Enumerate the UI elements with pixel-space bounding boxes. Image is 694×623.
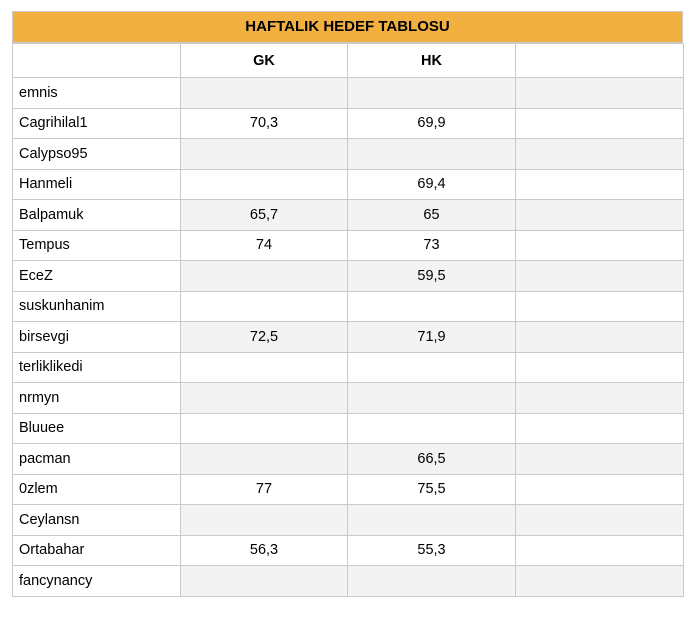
row-hk-cell[interactable] xyxy=(348,139,516,170)
table-title: HAFTALIK HEDEF TABLOSU xyxy=(12,11,683,43)
target-table xyxy=(12,43,684,597)
row-gk-cell[interactable] xyxy=(181,139,348,170)
row-extra-cell[interactable] xyxy=(516,413,684,444)
row-hk-cell[interactable]: 73 xyxy=(348,230,516,261)
row-name-cell[interactable]: Cagrihilal1 xyxy=(13,108,181,139)
row-hk-cell[interactable] xyxy=(348,352,516,383)
row-gk-cell[interactable] xyxy=(181,261,348,292)
row-extra-cell[interactable] xyxy=(516,108,684,139)
table-row xyxy=(13,200,684,231)
header-cell-name xyxy=(13,44,181,78)
header-row xyxy=(13,44,684,78)
table-row xyxy=(13,413,684,444)
row-extra-cell[interactable] xyxy=(516,474,684,505)
header-cell-gk: GK xyxy=(181,44,348,78)
row-gk-cell[interactable]: 72,5 xyxy=(181,322,348,353)
row-gk-cell[interactable] xyxy=(181,352,348,383)
row-gk-cell[interactable]: 56,3 xyxy=(181,535,348,566)
row-name-cell[interactable]: Ceylansn xyxy=(13,505,181,536)
row-extra-cell[interactable] xyxy=(516,261,684,292)
table-row xyxy=(13,535,684,566)
row-gk-cell[interactable]: 74 xyxy=(181,230,348,261)
table-row xyxy=(13,474,684,505)
row-name-cell[interactable]: pacman xyxy=(13,444,181,475)
row-name-cell[interactable]: nrmyn xyxy=(13,383,181,414)
row-gk-cell[interactable] xyxy=(181,383,348,414)
row-gk-cell[interactable] xyxy=(181,413,348,444)
row-hk-cell[interactable] xyxy=(348,566,516,597)
row-extra-cell[interactable] xyxy=(516,291,684,322)
row-extra-cell[interactable] xyxy=(516,169,684,200)
header-cell-hk: HK xyxy=(348,44,516,78)
row-hk-cell[interactable]: 69,4 xyxy=(348,169,516,200)
row-gk-cell[interactable]: 65,7 xyxy=(181,200,348,231)
row-hk-cell[interactable] xyxy=(348,383,516,414)
row-hk-cell[interactable]: 75,5 xyxy=(348,474,516,505)
row-name-cell[interactable]: terliklikedi xyxy=(13,352,181,383)
row-name-cell[interactable]: 0zlem xyxy=(13,474,181,505)
row-extra-cell[interactable] xyxy=(516,230,684,261)
row-gk-cell[interactable]: 77 xyxy=(181,474,348,505)
row-hk-cell[interactable]: 65 xyxy=(348,200,516,231)
row-hk-cell[interactable]: 66,5 xyxy=(348,444,516,475)
row-hk-cell[interactable] xyxy=(348,78,516,109)
row-hk-cell[interactable]: 71,9 xyxy=(348,322,516,353)
row-extra-cell[interactable] xyxy=(516,352,684,383)
row-extra-cell[interactable] xyxy=(516,444,684,475)
row-name-cell[interactable]: EceZ xyxy=(13,261,181,292)
row-extra-cell[interactable] xyxy=(516,322,684,353)
table-row xyxy=(13,383,684,414)
table-row xyxy=(13,261,684,292)
row-name-cell[interactable]: Hanmeli xyxy=(13,169,181,200)
table-row xyxy=(13,78,684,109)
table-row xyxy=(13,108,684,139)
table-row xyxy=(13,291,684,322)
row-hk-cell[interactable] xyxy=(348,505,516,536)
row-hk-cell[interactable] xyxy=(348,413,516,444)
row-extra-cell[interactable] xyxy=(516,78,684,109)
table-row xyxy=(13,352,684,383)
table-body xyxy=(13,78,684,597)
row-gk-cell[interactable] xyxy=(181,78,348,109)
row-name-cell[interactable]: Ortabahar xyxy=(13,535,181,566)
row-name-cell[interactable]: Calypso95 xyxy=(13,139,181,170)
row-hk-cell[interactable]: 59,5 xyxy=(348,261,516,292)
row-gk-cell[interactable] xyxy=(181,505,348,536)
table-row xyxy=(13,139,684,170)
table-row xyxy=(13,505,684,536)
table-row xyxy=(13,444,684,475)
target-table-sheet xyxy=(12,11,683,597)
row-name-cell[interactable]: fancynancy xyxy=(13,566,181,597)
row-extra-cell[interactable] xyxy=(516,535,684,566)
row-extra-cell[interactable] xyxy=(516,566,684,597)
table-row xyxy=(13,566,684,597)
row-name-cell[interactable]: birsevgi xyxy=(13,322,181,353)
row-extra-cell[interactable] xyxy=(516,505,684,536)
row-gk-cell[interactable] xyxy=(181,291,348,322)
row-name-cell[interactable]: suskunhanim xyxy=(13,291,181,322)
table-row xyxy=(13,230,684,261)
row-extra-cell[interactable] xyxy=(516,383,684,414)
row-extra-cell[interactable] xyxy=(516,200,684,231)
row-gk-cell[interactable]: 70,3 xyxy=(181,108,348,139)
row-extra-cell[interactable] xyxy=(516,139,684,170)
row-hk-cell[interactable] xyxy=(348,291,516,322)
table-row xyxy=(13,169,684,200)
row-name-cell[interactable]: Tempus xyxy=(13,230,181,261)
row-gk-cell[interactable] xyxy=(181,169,348,200)
row-name-cell[interactable]: Bluuee xyxy=(13,413,181,444)
row-gk-cell[interactable] xyxy=(181,566,348,597)
row-name-cell[interactable]: Balpamuk xyxy=(13,200,181,231)
row-hk-cell[interactable]: 69,9 xyxy=(348,108,516,139)
row-gk-cell[interactable] xyxy=(181,444,348,475)
table-row xyxy=(13,322,684,353)
row-name-cell[interactable]: emnis xyxy=(13,78,181,109)
header-cell-extra xyxy=(516,44,684,78)
row-hk-cell[interactable]: 55,3 xyxy=(348,535,516,566)
